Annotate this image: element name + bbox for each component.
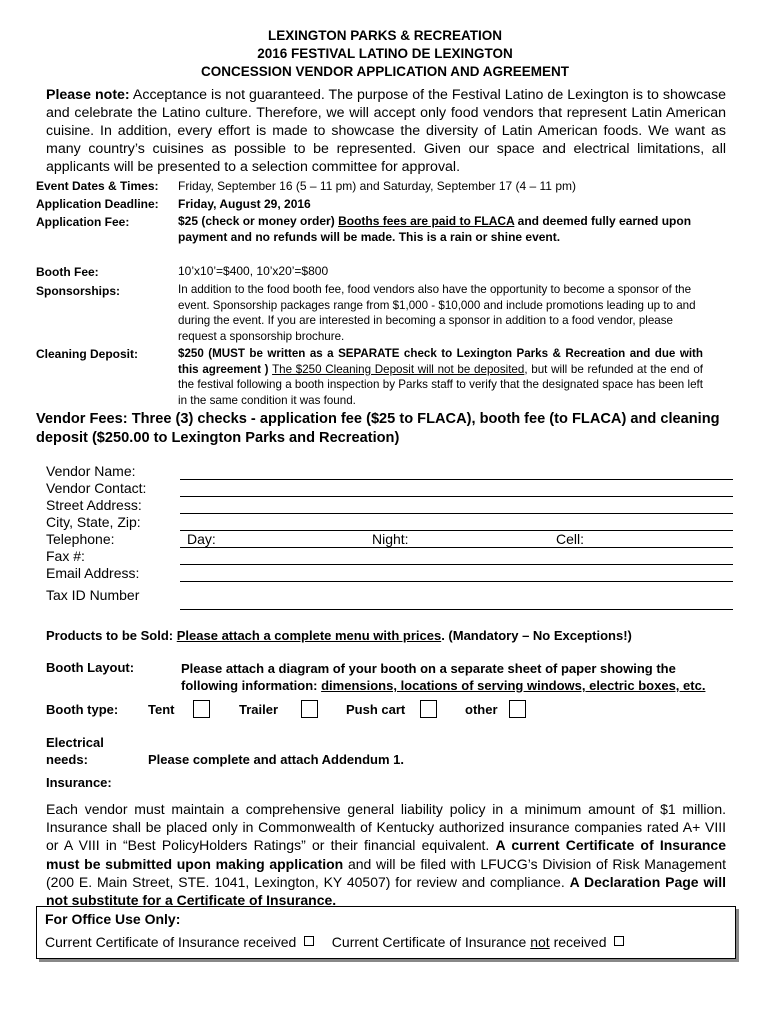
booth-fee-label: Booth Fee: bbox=[36, 265, 99, 279]
intro-label: Please note: bbox=[46, 87, 130, 103]
fax-label: Fax #: bbox=[46, 548, 85, 564]
cleaning-deposit-value bbox=[178, 346, 703, 408]
booth-layout-label: Booth Layout: bbox=[46, 660, 135, 675]
booth-layout-text bbox=[181, 660, 731, 694]
booth-type-tent-label: Tent bbox=[148, 702, 175, 717]
insurance-label: Insurance: bbox=[46, 775, 112, 790]
electrical-text: Please complete and attach Addendum 1. bbox=[148, 752, 404, 767]
products-mandatory-note: . (Mandatory – No Exceptions!) bbox=[441, 628, 632, 643]
office-use-box bbox=[36, 906, 736, 959]
insurance-text-1: Each vendor must maintain a comprehensive general liability policy in a minimum amount of $1 million. Insurance shall be placed only in Commonwealth of Kentucky authorized insurance companies rated A+ VIII or A VIII in “Best PolicyHolders Ratings” or their financial equivalent. bbox=[46, 801, 726, 854]
telephone-cell-label: Cell: bbox=[556, 531, 585, 547]
deadline-label: Application Deadline: bbox=[36, 197, 159, 211]
cleaning-part-2: The $250 Cleaning Deposit will not be deposited bbox=[272, 362, 525, 376]
city-state-zip-field[interactable] bbox=[180, 530, 733, 531]
street-address-label: Street Address: bbox=[46, 497, 142, 513]
telephone-night-label: Night: bbox=[372, 531, 409, 547]
email-field[interactable] bbox=[180, 581, 733, 582]
electrical-label-1: Electrical bbox=[46, 735, 104, 750]
vendor-contact-field[interactable] bbox=[180, 496, 733, 497]
booth-type-other-label: other bbox=[465, 702, 498, 717]
products-menu-note: Please attach a complete menu with prices bbox=[176, 628, 442, 643]
products-label: Products to be Sold: bbox=[46, 628, 174, 643]
booth-type-other-checkbox[interactable] bbox=[509, 700, 526, 718]
sponsorships-value: In addition to the food booth fee, food vendors also have the opportunity to become a sponsor of the event. Sponsorship packages range from $1,000 - $10,000 and include promotions leading up to and during the event. If you are interested in becoming a sponsor in addition to a food vendor, please request a sponsorship brochure. bbox=[178, 283, 696, 343]
vendor-fees-heading: Vendor Fees: Three (3) checks - application fee ($25 to FLACA), booth fee (to FLACA) and cleaning deposit ($250.00 to Lexington Parks and Recreation) bbox=[36, 411, 720, 446]
header-line-1: LEXINGTON PARKS & RECREATION bbox=[267, 28, 502, 43]
booth-type-label: Booth type: bbox=[46, 702, 119, 717]
booth-type-trailer-label: Trailer bbox=[239, 702, 279, 717]
booth-type-pushcart-checkbox[interactable] bbox=[420, 700, 437, 718]
intro-text: Acceptance is not guaranteed. The purpose of the Festival Latino de Lexington is to showcase and celebrate the Latino culture. Therefore, we will accept only food vendors that represent Latin American cuisine. In addition, every effort is made to showcase the diversity of Latin American foods. We want as many country’s cuisines as possible to be represented. Given our space and electrical limitations, all applicants will be presented to a selection committee for approval. bbox=[46, 87, 726, 175]
booth-fee-value: 10’x10’=$400, 10’x20’=$800 bbox=[178, 264, 329, 278]
city-state-zip-label: City, State, Zip: bbox=[46, 514, 141, 530]
insurance-text-2: and will be filed with LFUCG’s Division of Risk Management (200 E. Main Street, STE. 1041, Lexington, KY 40507) for review and compliance. bbox=[46, 855, 727, 890]
fax-field[interactable] bbox=[180, 564, 733, 565]
booth-type-tent-checkbox[interactable] bbox=[193, 700, 210, 718]
email-label: Email Address: bbox=[46, 565, 140, 581]
cert-not-received-pre: Current Certificate of Insurance bbox=[331, 934, 527, 950]
fee-label: Application Fee: bbox=[36, 215, 130, 229]
cleaning-part-3: , but will be refunded at the end of the festival following a booth inspection by Parks staff to verify that the designated space has been left in the same condition it was found. bbox=[178, 362, 703, 407]
vendor-contact-label: Vendor Contact: bbox=[46, 480, 147, 496]
fee-part-3: and deemed fully earned upon payment and no refunds will be made. This is a rain or shine event. bbox=[178, 214, 692, 244]
cert-not-received-post: received bbox=[553, 934, 607, 950]
tax-id-field[interactable] bbox=[180, 609, 733, 610]
insurance-bold-1: A current Certificate of Insurance must be submitted upon making application bbox=[46, 837, 726, 872]
header-line-3: CONCESSION VENDOR APPLICATION AND AGREEMENT bbox=[200, 64, 570, 79]
vendor-name-label: Vendor Name: bbox=[46, 463, 136, 479]
fee-part-1: $25 (check or money order) bbox=[178, 214, 335, 228]
booth-type-pushcart-label: Push cart bbox=[346, 702, 406, 717]
telephone-day-label: Day: bbox=[187, 531, 216, 547]
cert-not-word: not bbox=[530, 934, 550, 950]
event-dates-value: Friday, September 16 (5 – 11 pm) and Saturday, September 17 (4 – 11 pm) bbox=[178, 179, 576, 193]
cert-received-checkbox[interactable] bbox=[304, 936, 314, 946]
cert-received-label: Current Certificate of Insurance received bbox=[45, 934, 297, 950]
vendor-name-field[interactable] bbox=[180, 479, 733, 480]
office-use-row bbox=[45, 934, 626, 950]
event-dates-label: Event Dates & Times: bbox=[36, 179, 159, 193]
insurance-paragraph bbox=[46, 800, 726, 909]
telephone-field[interactable] bbox=[180, 547, 733, 548]
booth-type-trailer-checkbox[interactable] bbox=[301, 700, 318, 718]
cert-not-received-checkbox[interactable] bbox=[614, 936, 624, 946]
electrical-label-2: needs: bbox=[46, 752, 88, 767]
cleaning-deposit-label: Cleaning Deposit: bbox=[36, 347, 139, 361]
telephone-label: Telephone: bbox=[46, 531, 115, 547]
insurance-bold-2: A Declaration Page will not substitute for a Certificate of Insurance. bbox=[46, 873, 727, 909]
office-use-title: For Office Use Only: bbox=[45, 911, 181, 927]
deadline-value: Friday, August 29, 2016 bbox=[178, 197, 311, 211]
fee-part-2: Booths fees are paid to FLACA bbox=[338, 214, 515, 228]
tax-id-label: Tax ID Number bbox=[46, 587, 140, 603]
header-line-2: 2016 FESTIVAL LATINO DE LEXINGTON bbox=[257, 46, 513, 61]
booth-layout-text-2: dimensions, locations of serving windows, electric boxes, etc. bbox=[321, 678, 706, 693]
sponsorships-label: Sponsorships: bbox=[36, 284, 121, 298]
fee-value bbox=[178, 214, 703, 245]
cleaning-part-1: $250 (MUST be written as a SEPARATE check to Lexington Parks & Recreation and due with this agreement ) bbox=[178, 347, 703, 376]
street-address-field[interactable] bbox=[180, 513, 733, 514]
intro-paragraph bbox=[46, 86, 726, 176]
products-to-be-sold bbox=[46, 628, 632, 643]
booth-layout-text-1: Please attach a diagram of your booth on a separate sheet of paper showing the following information: bbox=[181, 661, 676, 693]
